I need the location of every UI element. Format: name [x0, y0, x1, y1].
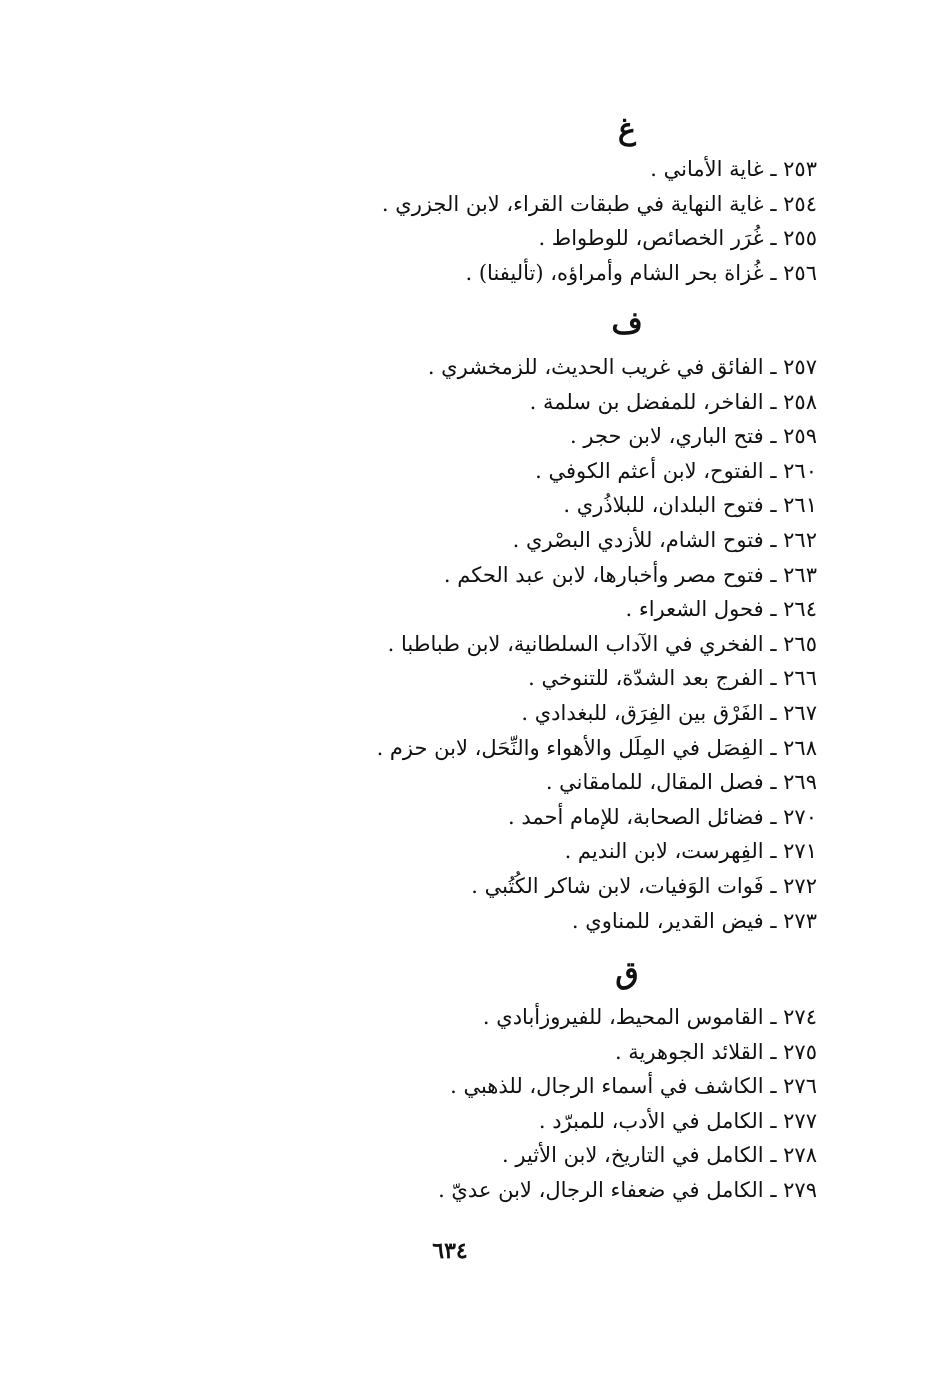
entry-text: الفخري في الآداب السلطانية، لابن طباطبا .	[387, 631, 764, 656]
entry-number: ٢٦٢	[783, 527, 817, 552]
entry-text: غاية النهاية في طبقات القراء، لابن الجزري .	[381, 191, 764, 216]
list-item	[257, 765, 817, 800]
list-item	[257, 661, 817, 696]
entry-number: ٢٧٧	[783, 1108, 817, 1133]
list-item	[257, 523, 817, 558]
entry-list	[257, 350, 817, 938]
entry-number: ٢٦٨	[783, 735, 817, 760]
entry-text: غُزاة بحر الشام وأمراؤه، (تأليفنا) .	[465, 260, 764, 285]
entry-separator: ـ	[770, 562, 777, 587]
entry-separator: ـ	[770, 191, 777, 216]
section-fa	[257, 302, 817, 938]
page-number: ٦٣٤	[432, 1238, 468, 1264]
list-item	[257, 904, 817, 939]
entry-number: ٢٧٥	[783, 1039, 817, 1064]
entry-text: فتوح البلدان، للبلاذُري .	[563, 493, 764, 518]
entry-number: ٢٦٤	[783, 597, 817, 622]
list-item	[257, 454, 817, 489]
entry-number: ٢٧٨	[783, 1143, 817, 1168]
entry-separator: ـ	[770, 597, 777, 622]
entry-number: ٢٧٦	[783, 1074, 817, 1099]
entry-separator: ـ	[770, 355, 777, 379]
entry-number: ٢٧٣	[783, 908, 817, 933]
entry-text: الفِصَل في المِلَل والأهواء والنِّحَل، لابن حزم .	[376, 735, 764, 760]
entry-text: غُرَر الخصائص، للوطواط .	[538, 226, 764, 251]
list-item	[257, 152, 817, 187]
entry-number: ٢٥٩	[783, 424, 817, 449]
entry-separator: ـ	[770, 260, 777, 285]
entry-number: ٢٧١	[783, 839, 817, 864]
entry-separator: ـ	[770, 157, 777, 181]
entry-text: الكاشف في أسماء الرجال، للذهبي .	[450, 1074, 764, 1099]
entry-separator: ـ	[770, 1005, 777, 1029]
entry-separator: ـ	[770, 493, 777, 518]
list-item	[257, 221, 817, 256]
entry-number: ٢٧٤	[783, 1005, 817, 1029]
section-letter: ق	[615, 956, 639, 991]
section-letter: غ	[618, 112, 636, 147]
list-item	[257, 256, 817, 291]
entry-number: ٢٥٦	[783, 260, 817, 285]
list-item	[257, 385, 817, 420]
entry-number: ٢٦١	[783, 493, 817, 518]
list-item	[257, 558, 817, 593]
list-item	[257, 731, 817, 766]
entry-number: ٢٧٠	[783, 804, 817, 829]
entry-separator: ـ	[770, 631, 777, 656]
entry-separator: ـ	[770, 424, 777, 449]
entry-number: ٢٦٥	[783, 631, 817, 656]
entry-separator: ـ	[770, 700, 777, 725]
section-letter: ف	[611, 306, 643, 341]
list-item	[257, 419, 817, 454]
entry-text: الفِهرست، لابن النديم .	[564, 839, 764, 864]
entry-list	[257, 1000, 817, 1208]
entry-separator: ـ	[770, 873, 777, 898]
entry-text: الفتوح، لابن أعثم الكوفي .	[535, 458, 764, 483]
entry-text: فصل المقال، للمامقاني .	[545, 770, 764, 795]
list-item	[257, 627, 817, 662]
entry-text: القاموس المحيط، للفيروزأبادي .	[482, 1005, 764, 1029]
entry-separator: ـ	[770, 226, 777, 251]
entry-text: الكامل في ضعفاء الرجال، لابن عديّ .	[438, 1177, 764, 1202]
entry-separator: ـ	[770, 908, 777, 933]
entry-separator: ـ	[770, 1177, 777, 1202]
entry-separator: ـ	[770, 1039, 777, 1064]
list-item	[257, 592, 817, 627]
entry-number: ٢٥٤	[783, 191, 817, 216]
list-item	[257, 834, 817, 869]
entry-separator: ـ	[770, 666, 777, 691]
entry-text: القلائد الجوهرية .	[614, 1039, 764, 1064]
entry-number: ٢٧٩	[783, 1177, 817, 1202]
entry-text: فضائل الصحابة، للإمام أحمد .	[508, 804, 764, 829]
entry-separator: ـ	[770, 1108, 777, 1133]
entry-text: فتوح مصر وأخبارها، لابن عبد الحكم .	[443, 562, 764, 587]
entry-number: ٢٥٧	[783, 355, 817, 379]
entry-separator: ـ	[770, 1074, 777, 1099]
list-item	[257, 488, 817, 523]
list-item	[257, 1035, 817, 1070]
list-item	[257, 1138, 817, 1173]
entry-text: الكامل في التاريخ، لابن الأثير .	[501, 1143, 764, 1168]
entry-text: الكامل في الأدب، للمبرّد .	[538, 1108, 764, 1133]
list-item	[257, 350, 817, 385]
list-item	[257, 1104, 817, 1139]
entry-text: الفائق في غريب الحديث، للزمخشري .	[427, 355, 764, 379]
list-item	[257, 1000, 817, 1035]
list-item	[257, 696, 817, 731]
entry-number: ٢٦٠	[783, 458, 817, 483]
list-item	[257, 187, 817, 222]
entry-number: ٢٦٩	[783, 770, 817, 795]
entry-text: الفَرْق بين الفِرَق، للبغدادي .	[521, 700, 764, 725]
entry-text: فحول الشعراء .	[625, 597, 764, 622]
list-item	[257, 1069, 817, 1104]
entry-number: ٢٦٧	[783, 700, 817, 725]
entry-separator: ـ	[770, 389, 777, 414]
entry-separator: ـ	[770, 770, 777, 795]
entry-separator: ـ	[770, 458, 777, 483]
entry-number: ٢٥٨	[783, 389, 817, 414]
entry-separator: ـ	[770, 527, 777, 552]
section-ghain	[257, 108, 817, 290]
entry-text: فيض القدير، للمناوي .	[571, 908, 764, 933]
list-item	[257, 800, 817, 835]
entry-text: فتوح الشام، للأزدي البصْري .	[512, 527, 764, 552]
list-item	[257, 869, 817, 904]
entry-separator: ـ	[770, 804, 777, 829]
entry-list	[257, 152, 817, 290]
entry-text: الفاخر، للمفضل بن سلمة .	[529, 389, 764, 414]
entry-number: ٢٥٥	[783, 226, 817, 251]
entry-text: فَوات الوَفيات، لابن شاكر الكُتُبي .	[471, 873, 764, 898]
entry-text: الفرج بعد الشدّة، للتنوخي .	[528, 666, 764, 691]
entry-number: ٢٦٣	[783, 562, 817, 587]
section-qaf	[257, 952, 817, 1208]
entry-separator: ـ	[770, 839, 777, 864]
entry-number: ٢٧٢	[783, 873, 817, 898]
entry-text: فتح الباري، لابن حجر .	[570, 424, 764, 449]
list-item	[257, 1173, 817, 1208]
entry-text: غاية الأماني .	[650, 157, 764, 181]
entry-separator: ـ	[770, 1143, 777, 1168]
entry-number: ٢٦٦	[783, 666, 817, 691]
entry-separator: ـ	[770, 735, 777, 760]
entry-number: ٢٥٣	[783, 157, 817, 181]
